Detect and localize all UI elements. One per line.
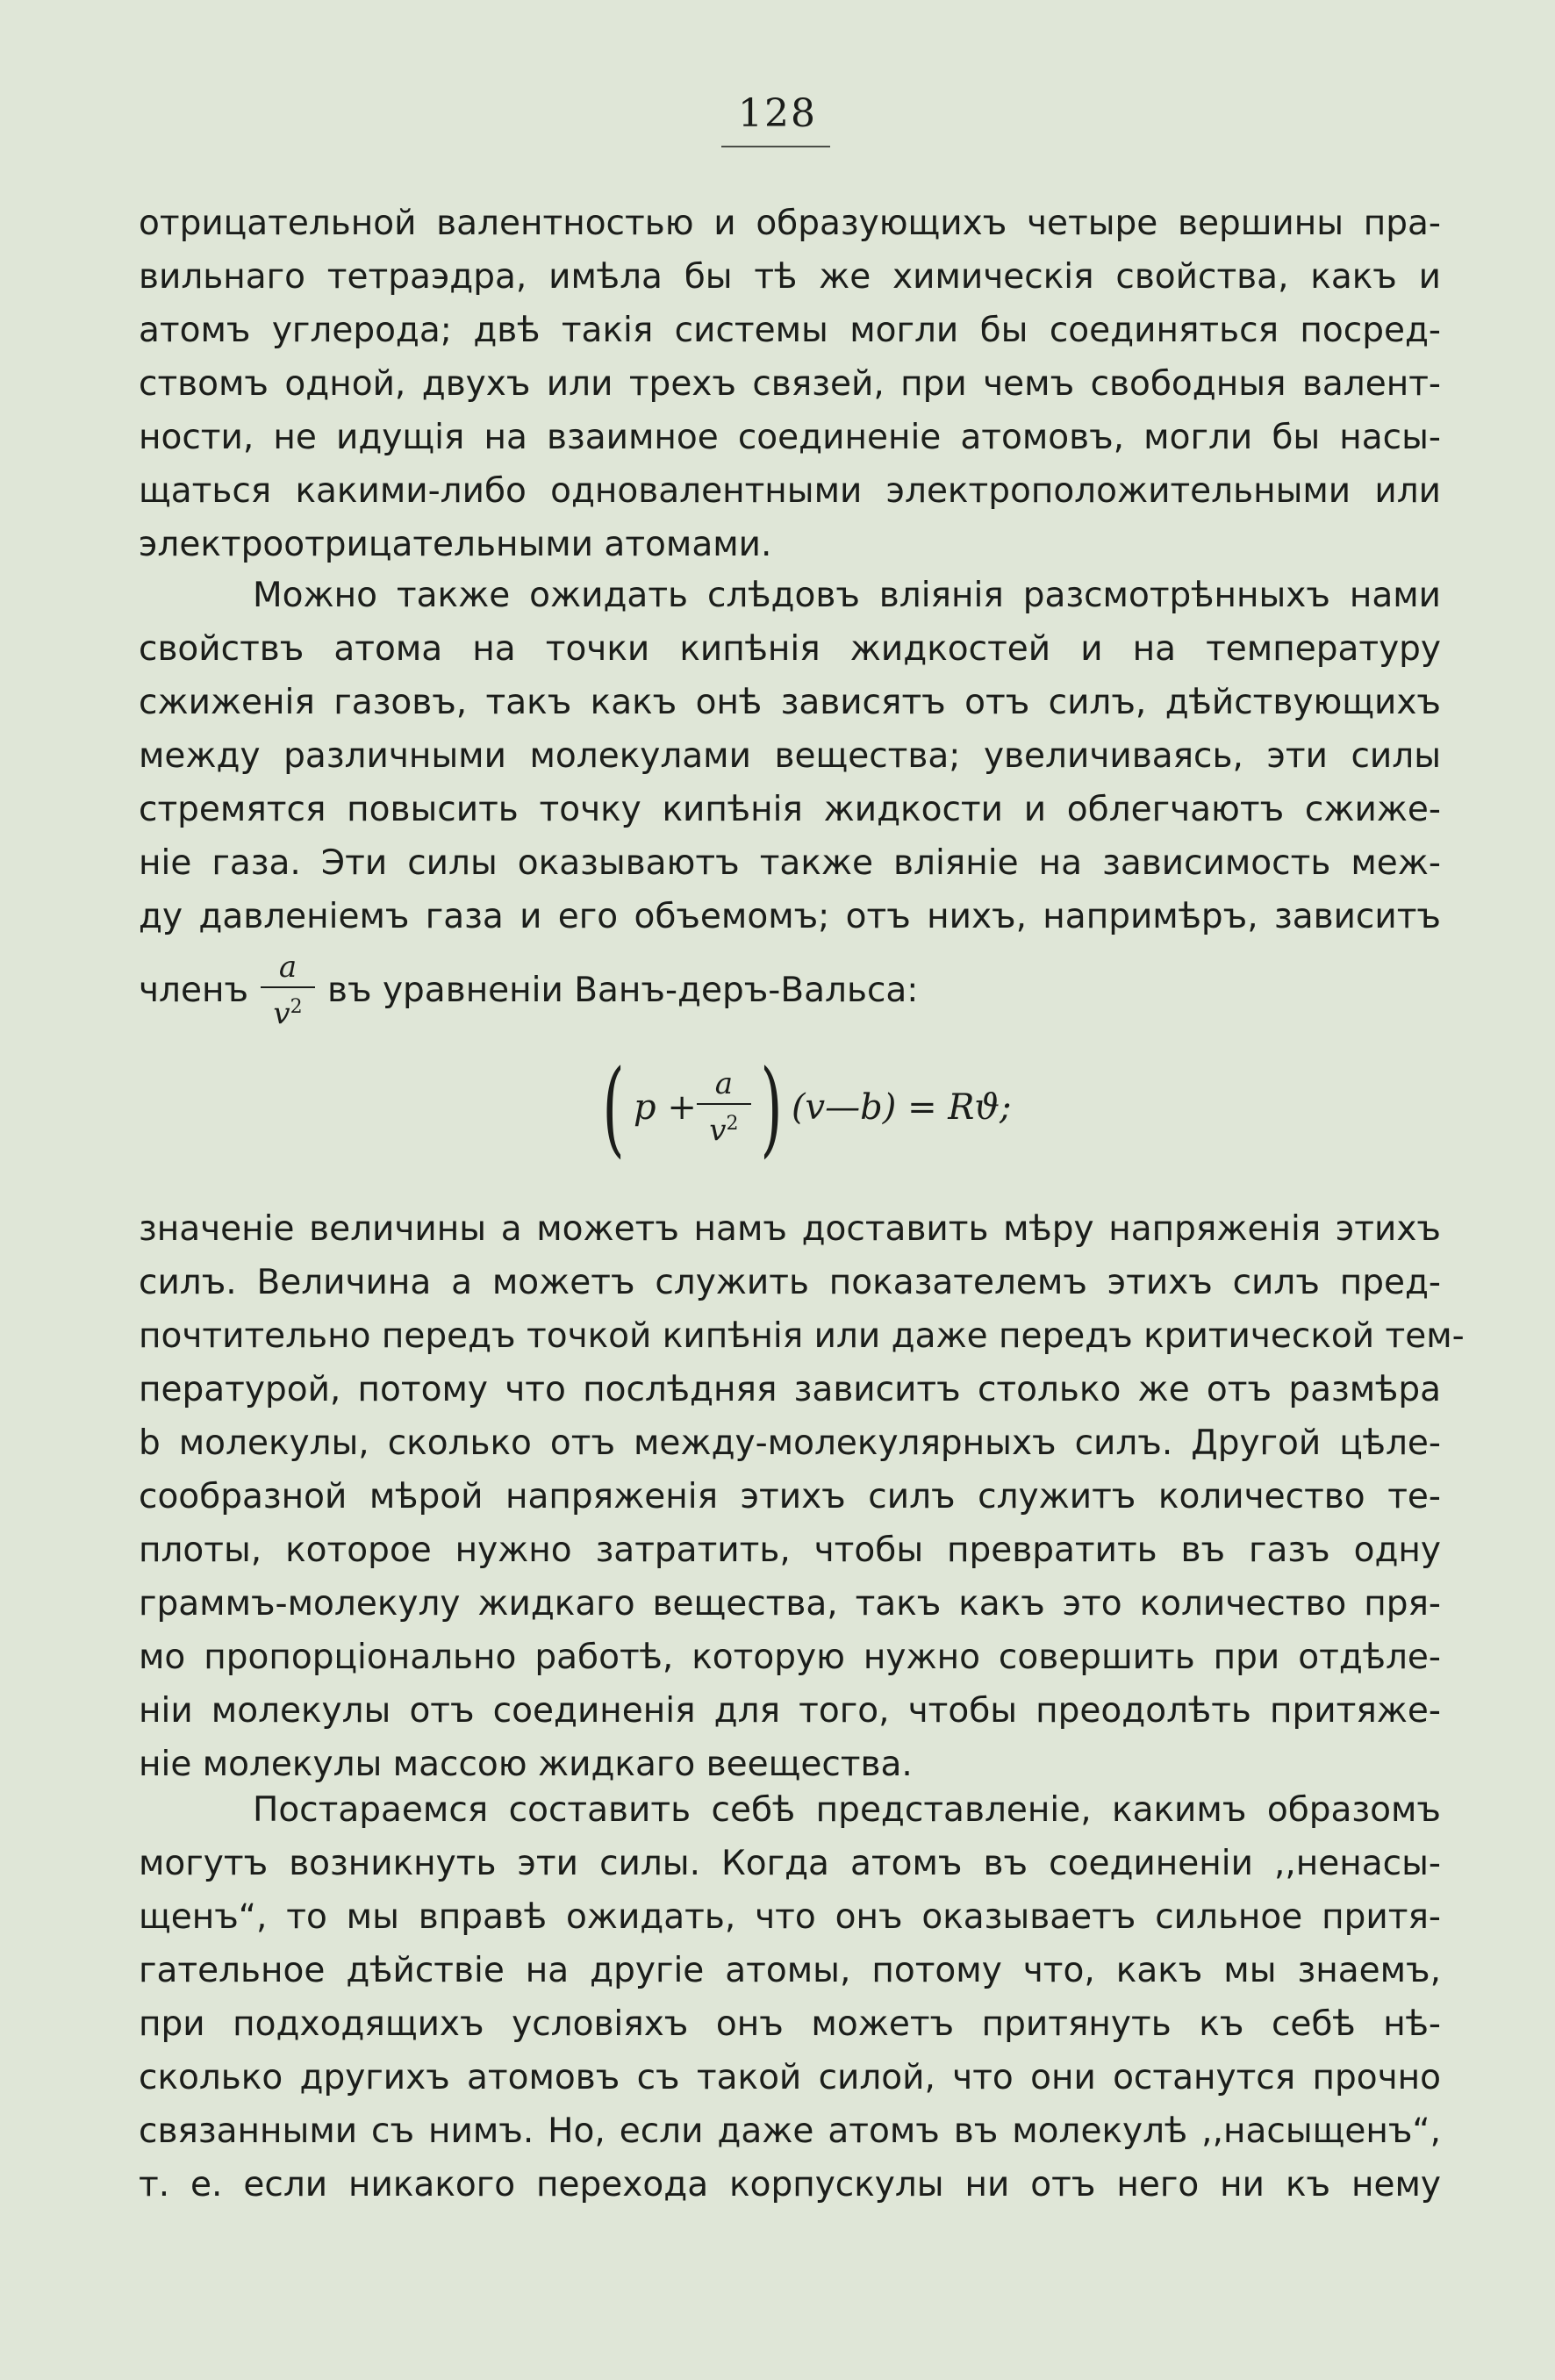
term-prefix: членъ <box>139 971 249 1011</box>
fraction-exponent: 2 <box>726 1113 739 1136</box>
text-line: силъ. Величина a можетъ служить показателемъ этихъ силъ пред- <box>139 1263 1441 1302</box>
text-line: стремятся повысить точку кипѣнія жидкости и облегчаютъ сжиже- <box>139 790 1441 829</box>
paragraph-2 <box>139 569 1441 943</box>
paragraph-1 <box>139 197 1441 571</box>
term-suffix: въ уравненіи Ванъ-деръ-Вальса: <box>327 971 919 1011</box>
fraction-exponent: 2 <box>290 996 303 1018</box>
text-line: вильнаго тетраэдра, имѣла бы тѣ же химическія свойства, какъ и <box>139 257 1441 297</box>
text-line: щенъ“, то мы вправѣ ожидать, что онъ оказываетъ сильное притя- <box>139 1897 1441 1937</box>
text-line: т. е. если никакого перехода корпускулы ни отъ него ни къ нему <box>139 2165 1441 2204</box>
text-line: атомъ углерода; двѣ такія системы могли бы соединяться посред- <box>139 311 1441 350</box>
equation-close-paren: ) <box>760 1047 783 1168</box>
fraction-denominator <box>709 1107 738 1148</box>
text-line: связанными съ нимъ. Но, если даже атомъ въ молекулѣ ,,насыщенъ“, <box>139 2111 1441 2151</box>
fraction-numerator: a <box>714 1066 734 1102</box>
text-line: b молекулы, сколько отъ между-молекулярныхъ силъ. Другой цѣле- <box>139 1423 1441 1463</box>
equation-rest: (v—b) = Rϑ; <box>791 1087 1012 1128</box>
text-line: граммъ-молекулу жидкаго вещества, такъ какъ это количество пря- <box>139 1584 1441 1624</box>
equation-fraction <box>697 1066 751 1148</box>
text-line: ствомъ одной, двухъ или трехъ связей, при чемъ свободныя валент- <box>139 364 1441 404</box>
text-line: сколько другихъ атомовъ съ такой силой, что они останутся прочно <box>139 2058 1441 2097</box>
text-line: отрицательной валентностью и образующихъ четыре вершины пра- <box>139 204 1441 243</box>
text-line: пературой, потому что послѣдняя зависитъ столько же отъ размѣра <box>139 1370 1441 1409</box>
text-line: свойствъ атома на точки кипѣнія жидкостей и на температуру <box>139 629 1441 669</box>
text-line: электроотрицательными атомами. <box>139 525 772 564</box>
term-line <box>139 950 918 1031</box>
text-line: ду давленіемъ газа и его объемомъ; отъ нихъ, напримѣръ, зависитъ <box>139 897 1441 936</box>
equation-open-paren: ( <box>602 1047 625 1168</box>
text-line: значеніе величины a можетъ намъ доставить мѣру напряженія этихъ <box>139 1209 1441 1249</box>
van-der-waals-equation <box>593 1046 1011 1169</box>
text-line: ности, не идущія на взаимное соединеніе атомовъ, могли бы насы- <box>139 418 1441 457</box>
text-line: могутъ возникнуть эти силы. Когда атомъ въ соединеніи ,,ненасы- <box>139 1844 1441 1883</box>
text-line: щаться какими-либо одновалентными электроположительными или <box>139 471 1441 511</box>
fraction-denominator-base: v <box>273 996 290 1032</box>
text-line: Можно также ожидать слѣдовъ вліянія разсмотрѣнныхъ нами <box>253 576 1441 615</box>
text-line: ніе молекулы массою жидкаго веещества. <box>139 1745 913 1784</box>
text-line: ніе газа. Эти силы оказываютъ также вліяніе на зависимость меж- <box>139 843 1441 883</box>
fraction-denominator <box>273 990 302 1031</box>
text-line: сообразной мѣрой напряженія этихъ силъ служитъ количество те- <box>139 1477 1441 1516</box>
text-line: между различными молекулами вещества; увеличиваясь, эти силы <box>139 736 1441 776</box>
page-number: 128 <box>738 91 817 136</box>
paragraph-3 <box>139 1202 1465 1791</box>
fraction-numerator: a <box>278 950 297 985</box>
fraction-bar <box>261 986 315 988</box>
text-line: Постараемся составить себѣ представленіе, какимъ образомъ <box>253 1790 1441 1830</box>
fraction-bar <box>697 1103 751 1105</box>
text-line: гательное дѣйствіе на другіе атомы, потому что, какъ мы знаемъ, <box>139 1951 1441 1990</box>
text-line: сжиженія газовъ, такъ какъ онѣ зависятъ отъ силъ, дѣйствующихъ <box>139 683 1441 722</box>
text-line: ніи молекулы отъ соединенія для того, чтобы преодолѣть притяже- <box>139 1691 1441 1731</box>
fraction-denominator-base: v <box>709 1113 727 1149</box>
paragraph-4 <box>139 1783 1441 2212</box>
text-line: плоты, которое нужно затратить, чтобы превратить въ газъ одну <box>139 1531 1441 1570</box>
text-line: почтительно передъ точкой кипѣнія или даже передъ критической тем- <box>139 1316 1465 1356</box>
page-number-rule <box>721 146 830 147</box>
equation-p-plus: p + <box>634 1087 697 1128</box>
inline-fraction <box>261 950 315 1031</box>
text-line: мо пропорціонально работѣ, которую нужно совершить при отдѣле- <box>139 1638 1441 1677</box>
text-line: при подходящихъ условіяхъ онъ можетъ притянуть къ себѣ нѣ- <box>139 2004 1441 2044</box>
